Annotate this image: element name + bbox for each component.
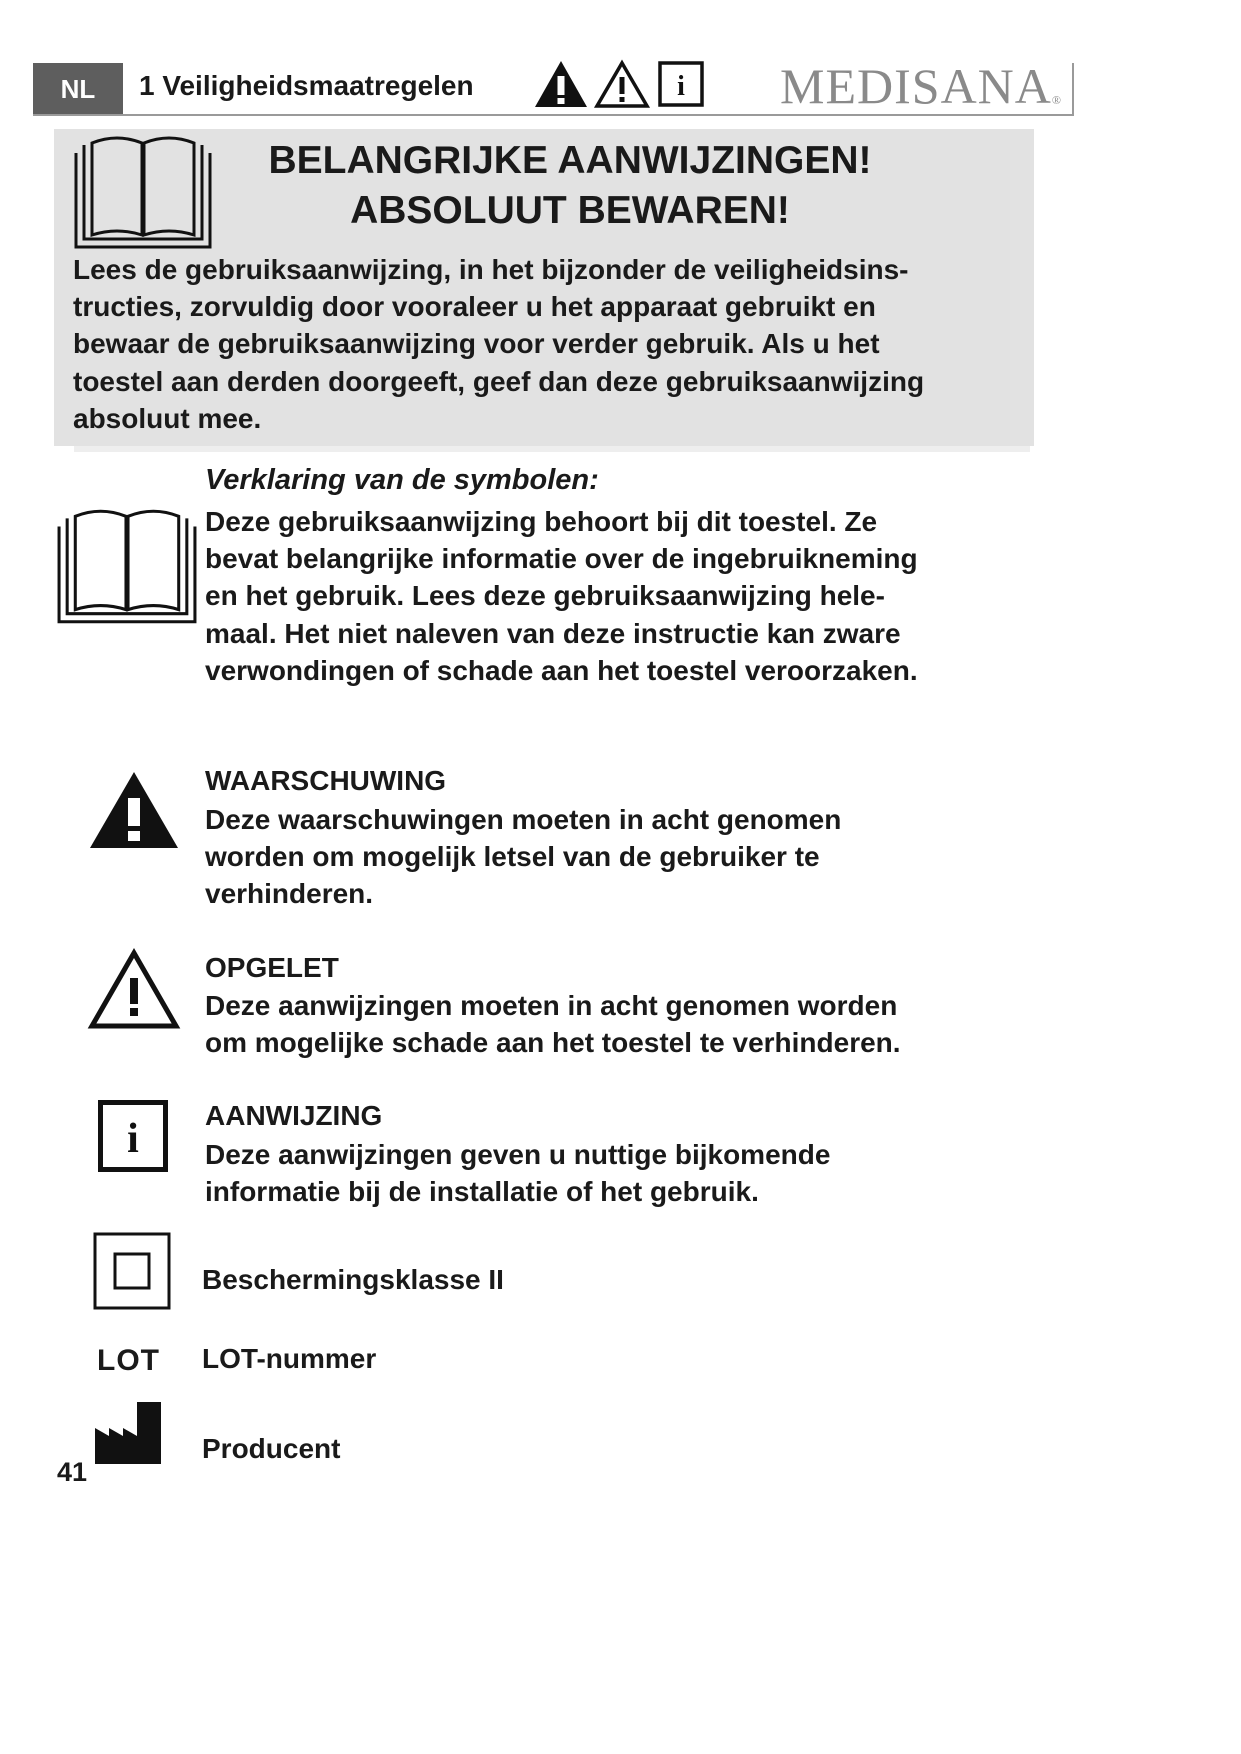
info-icon	[98, 1100, 168, 1172]
text-line: verhinderen.	[205, 878, 374, 910]
symbols-title: Verklaring van de symbolen:	[205, 464, 599, 496]
header-vertical-divider	[1072, 63, 1074, 116]
important-heading-line2: ABSOLUUT BEWAREN!	[350, 189, 790, 232]
protection-class-label: Beschermingsklasse II	[202, 1264, 504, 1295]
language-tab: NL	[33, 63, 123, 115]
text-line: Deze aanwijzingen moeten in acht genomen worden	[205, 990, 898, 1021]
text-line: bevat belangrijke informatie over de ingebruikneming	[205, 543, 918, 575]
warning-title: WAARSCHUWING	[205, 765, 447, 796]
text-line: absoluut mee.	[73, 402, 262, 434]
text-line: Deze waarschuwingen moeten in acht genomen	[205, 804, 842, 835]
brand-logo: MEDISANA®	[780, 58, 1063, 114]
note-description	[205, 1136, 1045, 1210]
text-line: informatie bij de installatie of het gebruik.	[205, 1176, 759, 1208]
note-title: AANWIJZING	[205, 1100, 383, 1131]
text-line: worden om mogelijk letsel van de gebruiker te	[205, 841, 820, 873]
warning-filled-icon	[88, 770, 180, 850]
important-text	[73, 251, 1028, 437]
warning-description	[205, 801, 1045, 913]
page-number: 41	[57, 1457, 88, 1487]
text-line: verwondingen of schade aan het toestel veroorzaken.	[205, 654, 918, 686]
svg-text:i: i	[677, 71, 685, 102]
text-line: Lees de gebruiksaanwijzing, in het bijzonder de veiligheidsins-	[73, 254, 909, 285]
text-line: om mogelijke schade aan het toestel te verhinderen.	[205, 1027, 901, 1059]
caution-outline-icon	[88, 948, 180, 1030]
caution-outline-icon	[594, 59, 650, 109]
header-divider	[33, 114, 1074, 116]
text-line: en het gebruik. Lees deze gebruiksaanwijzing hele-	[205, 580, 885, 612]
important-notice-box-shadow	[74, 446, 1030, 452]
warning-filled-icon	[533, 59, 589, 109]
section-title: 1 Veiligheidsmaatregelen	[139, 70, 474, 101]
text-line: toestel aan derden doorgeeft, geef dan deze gebruiksaanwijzing	[73, 365, 925, 397]
text-line: Deze aanwijzingen geven u nuttige bijkomende	[205, 1139, 831, 1170]
manual-symbol-description	[205, 503, 1045, 689]
manufacturer-label: Producent	[202, 1433, 341, 1464]
svg-text:i: i	[127, 1116, 139, 1162]
manufacturer-factory-icon	[95, 1402, 163, 1464]
lot-label: LOT-nummer	[202, 1343, 377, 1374]
caution-title: OPGELET	[205, 952, 339, 983]
lot-icon: LOT	[97, 1344, 160, 1377]
caution-description	[205, 987, 1045, 1061]
protection-class-ii-icon	[93, 1232, 171, 1310]
text-line: bewaar de gebruiksaanwijzing voor verder gebruik. Als u het	[73, 328, 880, 360]
info-icon	[658, 61, 704, 107]
text-line: tructies, zorvuldig door vooraleer u het apparaat gebruikt en	[73, 291, 876, 323]
text-line: Deze gebruiksaanwijzing behoort bij dit toestel. Ze	[205, 506, 878, 537]
text-line: maal. Het niet naleven van deze instructie kan zware	[205, 617, 901, 649]
manual-book-icon	[55, 504, 199, 626]
important-heading-line1: BELANGRIJKE AANWIJZINGEN!	[268, 139, 872, 182]
